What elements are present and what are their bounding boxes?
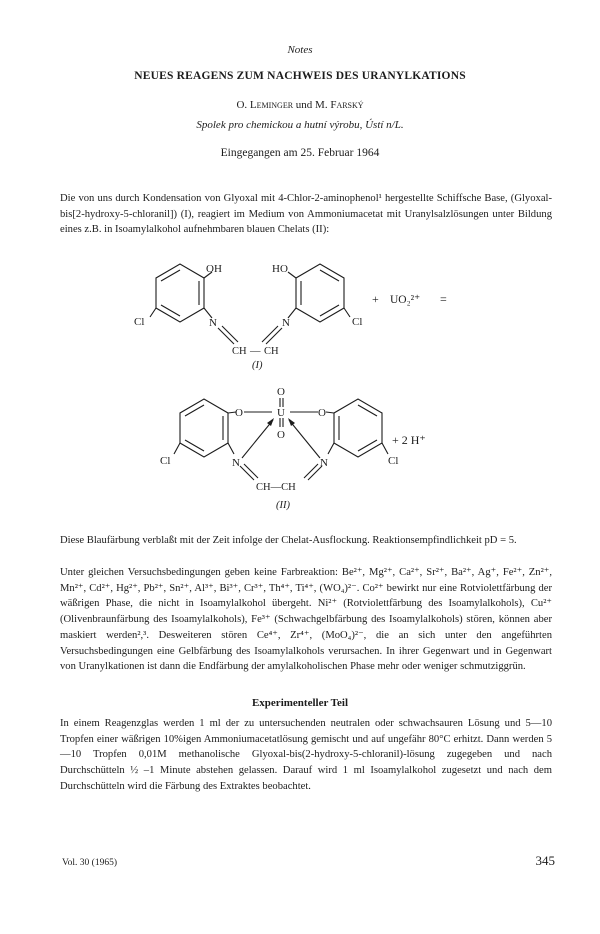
o-right-label: O [318,407,326,419]
structure-II [0,382,600,514]
n-left-label-II: N [232,457,240,469]
paragraph-interference-text: Unter gleichen Versuchsbedingungen geben keine Farbreaktion: Be²⁺, Mg²⁺, Ca²⁺, Sr²⁺, Ba²⁺, Ag⁺, Fe²⁺, Zn²⁺, Mn²⁺, Cd²⁺, Hg²⁺, Pb²⁺, Sn²⁺, Al³⁺, Bi³⁺, Cr³⁺, Th⁴⁺, Ti⁴⁺, (WO₄)²⁻. Co²⁺ bewirkt nur eine Rotviolettfärbung der wäßrigen Phase, die nicht in Isoamylalkohol übergeht. Ni²⁺ (Rotviolettfärbung des Isoamylalkohols), Cu²⁺ (Olivenbraunfärbung des Isoamylalkohols), Fe³⁺ (Schwachgelbfärbung des Isoamylalkohols) stören, können aber maskiert werden²,³. Desweiteren stören Ce⁴⁺, Zr⁴⁺, (MoO₄)²⁻, die an sich unter den angeführten Versuchsbedingungen eine Gelbfärbung des Isoamylalkohols verursachen. In ihrer Gegenwart und in Gegenwart von Uranylkationen ist dann die Endfärbung der amylalkoholischen Phase mehr oder weniger schmutziggrün. [60,567,552,673]
article-title: NEUES REAGENS ZUM NACHWEIS DES URANYLKATIONS [134,70,466,82]
bridge-right-label: CH [264,346,279,357]
right-benzene-ring [296,264,344,322]
received-date: Eingegangen am 25. Februar 1964 [220,147,380,159]
cl-right-label: Cl [352,316,363,328]
n-right-label-II: N [320,457,328,469]
journal-volume: Vol. 30 (1965) [62,858,117,868]
page-number: 345 [535,853,555,868]
paragraph-sensitivity [60,533,552,549]
running-head: Notes [287,44,313,56]
paragraph-interference [60,565,552,675]
o-bottom-label: O [277,429,285,441]
bridge-label-II: CH—CH [256,482,296,493]
ho-right-label: HO [272,263,288,275]
right-benzene-ring-II [334,399,382,457]
paragraph-experimental-text: In einem Reagenzglas werden 1 ml der zu untersuchenden neutralen oder schwachsauren Lösung und 5—10 Tropfen einer wäßrigen 10%igen Ammoniumacetatlösung gemischt und auf ungefähr 80°C erhitzt. Dann werden 5—10 Tropfen 0,01M methanolische Glyoxal-bis(2-hydroxy-5-chloranil)-lösung zugegeben und nach Durchschütteln ½ –1 Minute abstehen gelassen. Darauf wird 1 ml Isoamylalkohol zugesetzt und nach dem Durchschütteln wird die Färbung des Extraktes beobachtet. [60,718,552,792]
cl-left-label-II: Cl [160,455,171,467]
n-left-label: N [209,317,217,329]
structure-I [0,262,600,374]
cl-right-label-II: Cl [388,455,399,467]
plus-sign: + [372,292,379,306]
author-connector: und [295,99,313,111]
paragraph-sensitivity-text: Diese Blaufärbung verblaßt mit der Zeit infolge der Chelat-Ausflockung. Reaktionsempfindlichkeit pD = 5. [60,535,517,546]
equals-sign: = [440,292,447,306]
uranium-label: U [277,407,285,419]
uranyl-reagent: UO₂²⁺ [390,294,421,306]
structure-II-label: (II) [276,500,290,511]
paragraph-intro-text: Die von uns durch Kondensation von Glyoxal mit 4-Chlor-2-aminophenol¹ hergestellte Schiffsche Base, (Glyoxal-bis[2-hydroxy-5-chloranil]) (I), reagiert im Medium von Ammoniumacetat mit Uranylsalzlösungen unter Bildung eines z.B. in Isoamylalkohol aufnehmbaren blauen Chelats (II): [60,193,552,236]
bridge-left-label: CH [232,346,247,357]
n-right-label: N [282,317,290,329]
author-first: O. Leminger [236,99,294,111]
bridge-dash: — [250,346,261,357]
left-benzene-ring-II [180,399,228,457]
o-top-label: O [277,386,285,398]
section-heading: Experimenteller Teil [251,697,349,709]
left-benzene-ring [156,264,204,322]
affiliation: Spolek pro chemickou a hutní výrobu, Ústí n/L. [196,119,404,131]
oh-left-label: OH [206,263,222,275]
o-left-label: O [235,407,243,419]
paragraph-intro [60,191,552,238]
product-protons: + 2 H⁺ [392,433,426,447]
cl-left-label: Cl [134,316,145,328]
authors-line [0,99,600,111]
paragraph-experimental [60,716,552,795]
structure-I-label: (I) [252,360,263,371]
author-second: M. Farský [315,99,364,111]
